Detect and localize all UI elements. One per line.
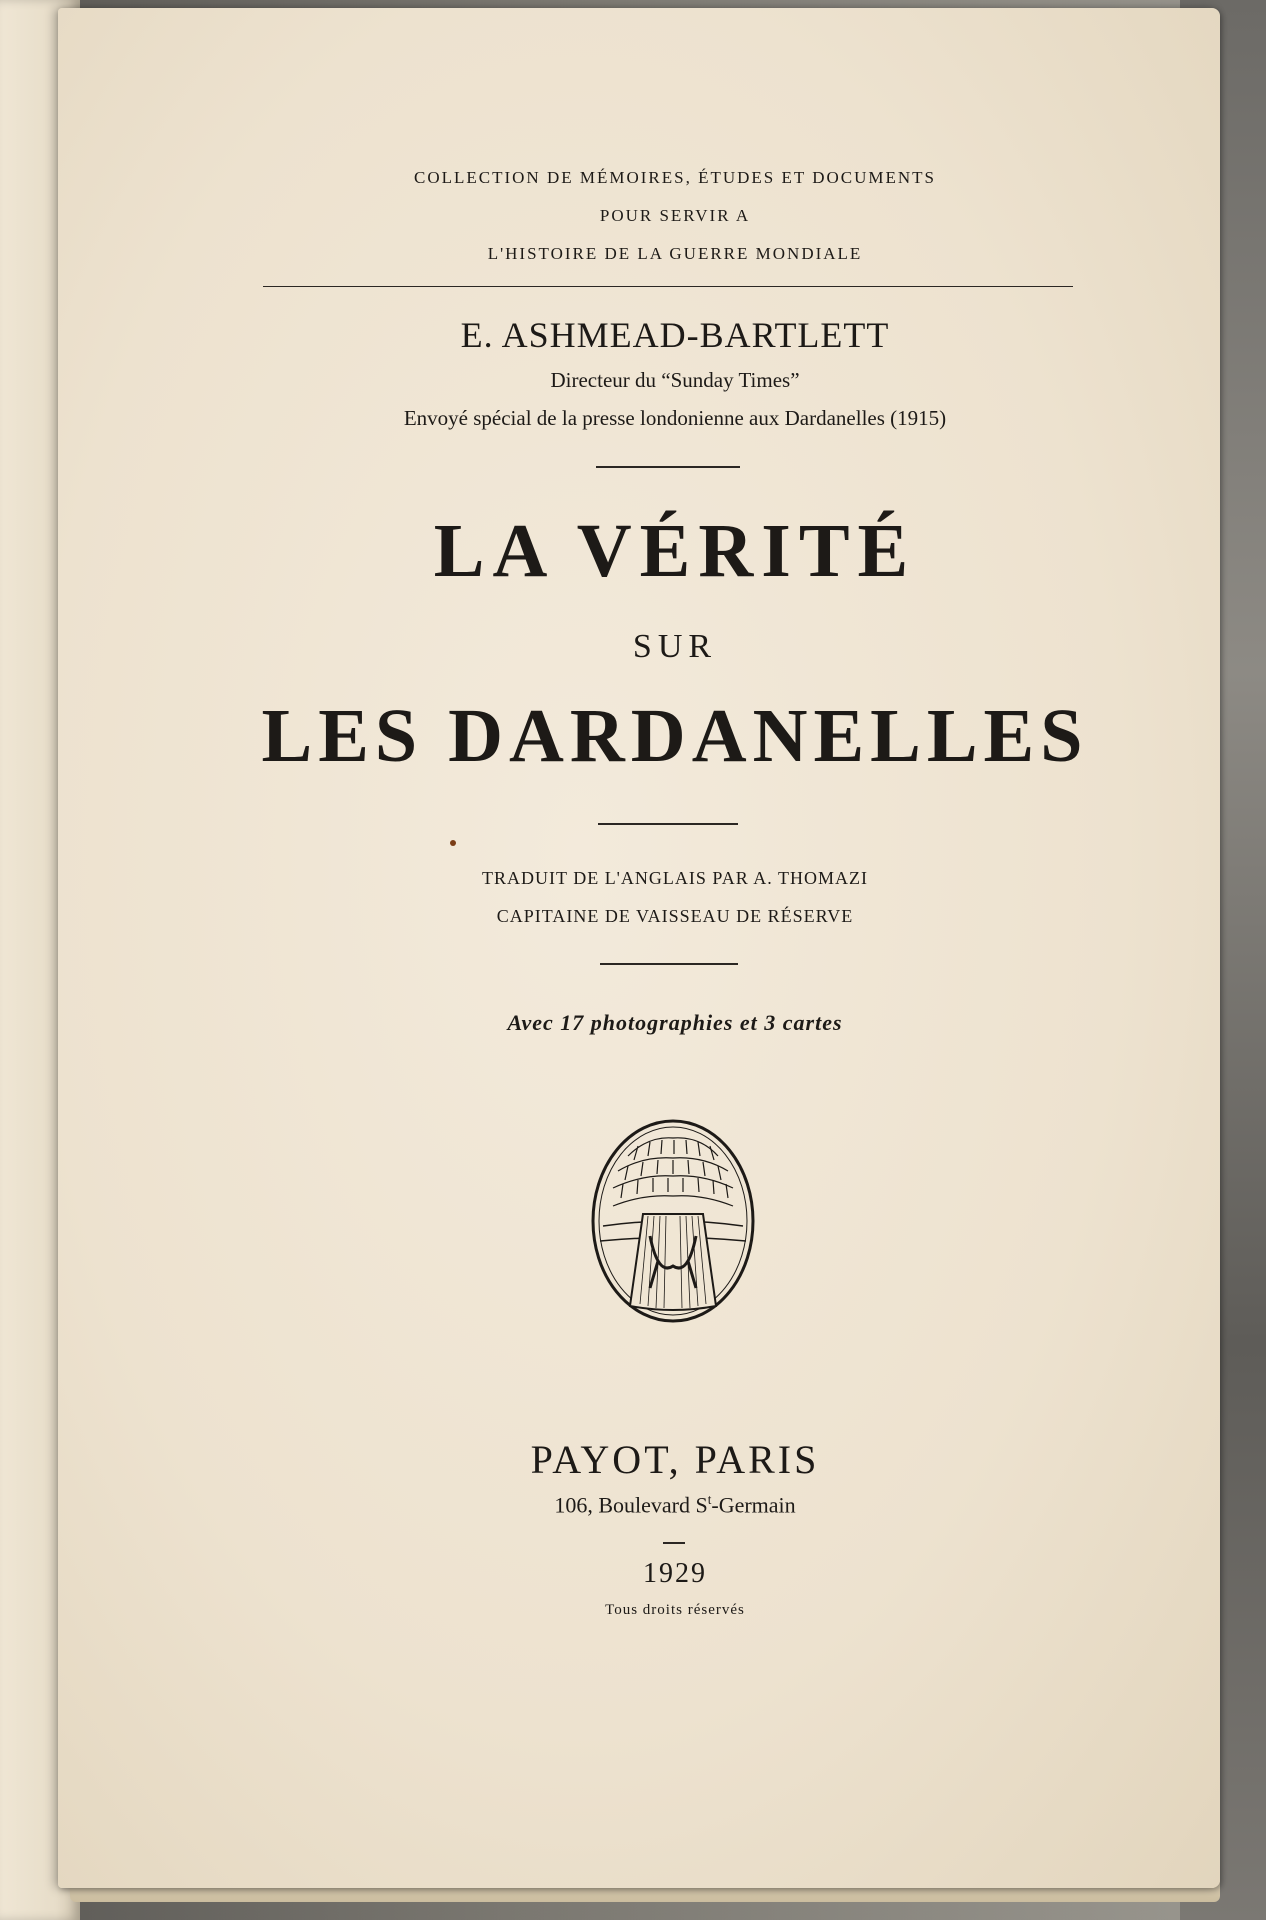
author-role: Directeur du “Sunday Times”: [550, 368, 800, 392]
publication-year: 1929: [643, 1558, 707, 1589]
author-envoy: Envoyé spécial de la presse londonienne aux Dardanelles (1915): [403, 406, 947, 430]
author-name: E. ASHMEAD-BARTLETT: [460, 315, 890, 355]
title-line-2: SUR: [632, 628, 718, 665]
address-superscript: t: [707, 1492, 712, 1507]
series-line-3: L'HISTOIRE DE LA GUERRE MONDIALE: [487, 244, 863, 263]
rights-notice: Tous droits réservés: [605, 1602, 745, 1618]
address-suffix: -Germain: [711, 1492, 796, 1518]
divider-rule: [596, 466, 740, 468]
series-heading: [58, 158, 1266, 272]
publisher-name: PAYOT, PARIS: [530, 1437, 820, 1482]
divider-rule: [600, 963, 738, 965]
divider-rule: [263, 286, 1073, 287]
publisher-address: [58, 1492, 1266, 1518]
title-page: [58, 8, 1220, 1888]
title-line-1: LA VÉRITÉ: [433, 509, 917, 593]
publisher-emblem-icon: [588, 1116, 758, 1326]
series-line-1: COLLECTION DE MÉMOIRES, ÉTUDES ET DOCUMENTS: [413, 168, 936, 187]
illustrations-note: Avec 17 photographies et 3 cartes: [507, 1010, 843, 1035]
divider-rule: [663, 1542, 685, 1544]
series-line-2: POUR SERVIR A: [599, 206, 751, 225]
divider-rule: [598, 823, 738, 825]
translator-line-1: TRADUIT DE L'ANGLAIS PAR A. THOMAZI: [482, 868, 868, 888]
translator-line-2: CAPITAINE DE VAISSEAU DE RÉSERVE: [496, 906, 854, 926]
ink-spot: [450, 840, 456, 846]
title-line-3: LES DARDANELLES: [261, 694, 1089, 778]
address-prefix: 106, Boulevard S: [554, 1492, 708, 1518]
